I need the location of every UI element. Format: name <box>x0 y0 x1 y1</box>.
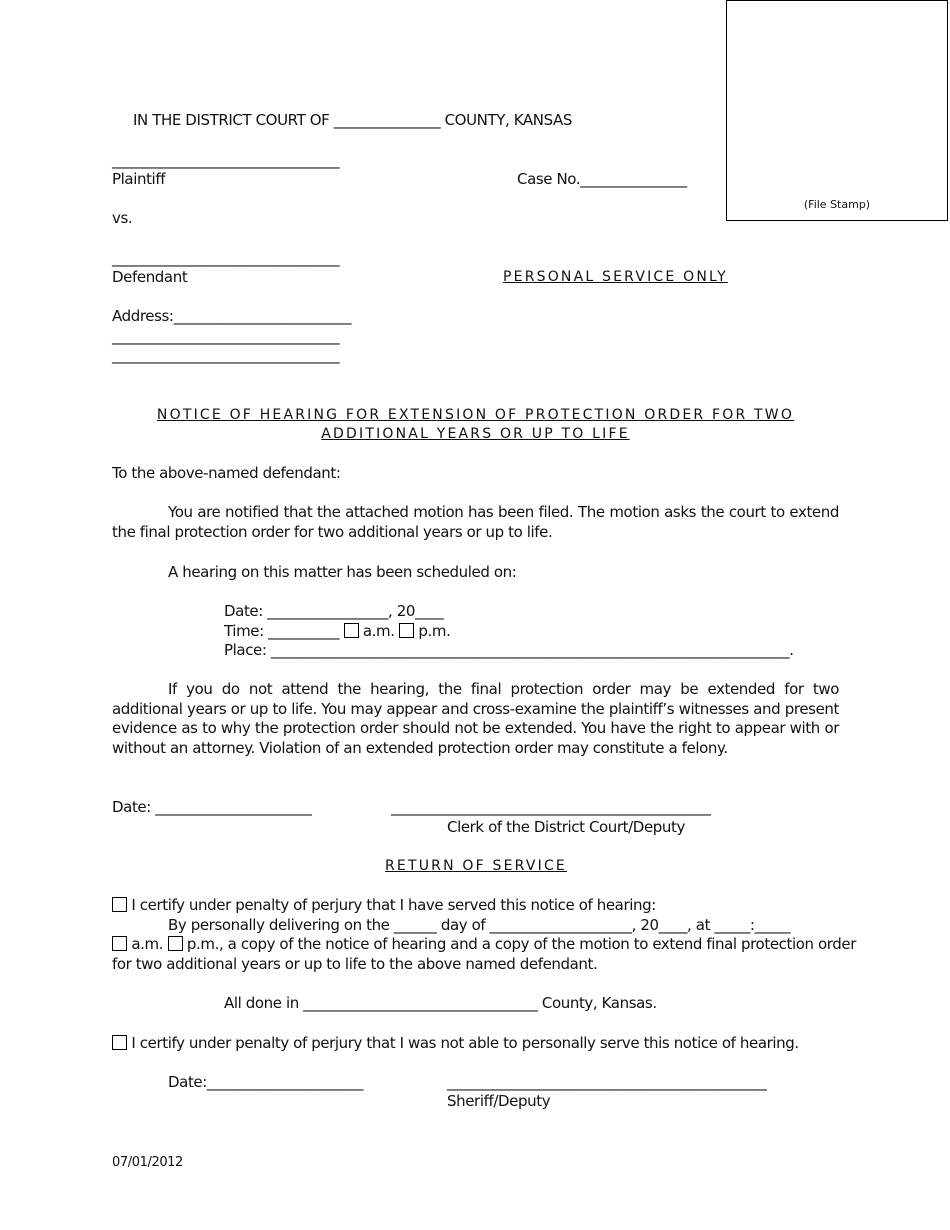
served-certification-text: I certify under penalty of perjury that I have served this notice of hearing: <box>131 896 656 914</box>
hearing-time-row <box>224 622 450 641</box>
delivery-am-checkbox[interactable] <box>112 936 127 951</box>
delivery-time-row <box>112 935 856 954</box>
file-stamp-box <box>726 0 948 221</box>
delivery-pm-text: p.m., a copy of the notice of hearing and a copy of the motion to extend final protection order <box>186 935 856 953</box>
hearing-place-field[interactable]: Place: _________________________________________________________________________. <box>224 641 794 659</box>
document-title-line-1: NOTICE OF HEARING FOR EXTENSION OF PROTECTION ORDER FOR TWO <box>156 407 795 423</box>
sheriff-signature-label: Sheriff/Deputy <box>447 1092 551 1110</box>
defendant-label: Defendant <box>112 268 188 286</box>
delivery-pm-checkbox[interactable] <box>168 936 183 951</box>
delivery-continuation: for two additional years or up to life to the above named defendant. <box>112 955 598 973</box>
address-field[interactable]: Address:_________________________ <box>112 307 352 325</box>
defendant-blank[interactable]: ________________________________ <box>112 249 340 267</box>
delivery-am-label: a.m. <box>131 935 164 953</box>
clerk-date-field[interactable]: Date: ______________________ <box>112 798 312 816</box>
sheriff-signature-line[interactable]: _____________________________________________ <box>447 1073 767 1091</box>
not-served-checkbox[interactable] <box>112 1035 127 1050</box>
form-revision-date: 07/01/2012 <box>112 1155 183 1170</box>
hearing-scheduled-text: A hearing on this matter has been scheduled on: <box>168 563 517 581</box>
clerk-signature-line[interactable]: _____________________________________________ <box>391 798 711 816</box>
served-checkbox[interactable] <box>112 897 127 912</box>
served-certification <box>112 896 656 915</box>
service-county-field[interactable]: All done in _________________________________ County, Kansas. <box>224 994 657 1012</box>
clerk-signature-label: Clerk of the District Court/Deputy <box>447 818 685 836</box>
document-title-line-2: ADDITIONAL YEARS OR UP TO LIFE <box>321 426 630 442</box>
case-number-field[interactable]: Case No._______________ <box>517 170 687 188</box>
plaintiff-blank[interactable]: ________________________________ <box>112 151 340 169</box>
address-line-2[interactable]: ________________________________ <box>112 327 340 345</box>
hearing-am-checkbox[interactable] <box>344 623 359 638</box>
versus-label: vs. <box>112 209 133 227</box>
plaintiff-label: Plaintiff <box>112 170 166 188</box>
hearing-date-field[interactable]: Date: _________________, 20____ <box>224 602 444 620</box>
warning-paragraph-text: If you do not attend the hearing, the final protection order may be extended for two additional years or up to life. You may appear and cross-examine the plaintiff’s witnesses and present evidence as to why the protection order should not be extended. You have the right to appear with or without an attorney. Violation of an extended protection order may constitute a felony. <box>112 680 839 757</box>
not-served-certification-text: I certify under penalty of perjury that I was not able to personally serve this notice of hearing. <box>131 1034 799 1052</box>
personal-service-notice: PERSONAL SERVICE ONLY <box>503 269 728 285</box>
file-stamp-label: (File Stamp) <box>803 198 871 211</box>
hearing-pm-checkbox[interactable] <box>399 623 414 638</box>
salutation: To the above-named defendant: <box>112 464 341 482</box>
notice-paragraph-text: You are notified that the attached motion has been filed. The motion asks the court to extend the final protection order for two additional years or up to life. <box>112 503 839 541</box>
hearing-am-label: a.m. <box>362 622 395 640</box>
warning-paragraph <box>112 680 839 758</box>
hearing-time-field[interactable]: Time: __________ <box>224 622 340 640</box>
notice-paragraph <box>112 503 839 542</box>
address-line-3[interactable]: ________________________________ <box>112 346 340 364</box>
not-served-certification <box>112 1034 799 1053</box>
court-heading: IN THE DISTRICT COURT OF _______________ COUNTY, KANSAS <box>133 111 572 129</box>
return-of-service-heading: RETURN OF SERVICE <box>385 858 567 874</box>
hearing-pm-label: p.m. <box>418 622 451 640</box>
delivery-details-field[interactable]: By personally delivering on the ______ day of ____________________, 20____, at _____:_____ <box>168 916 791 934</box>
sheriff-date-field[interactable]: Date:______________________ <box>168 1073 364 1091</box>
